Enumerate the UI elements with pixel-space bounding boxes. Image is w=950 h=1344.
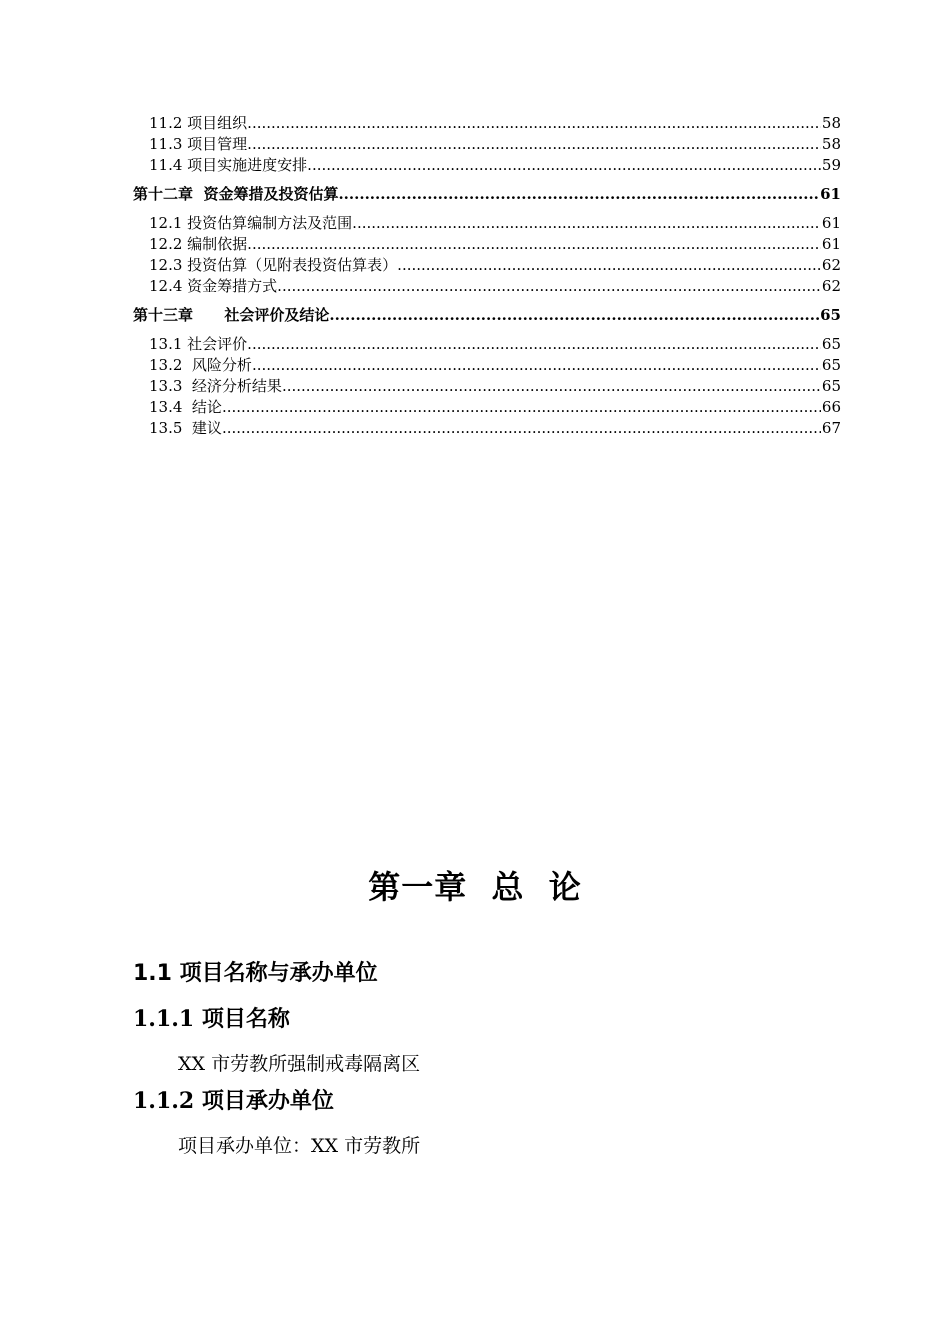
toc-entry[interactable] xyxy=(133,134,841,155)
chapter-title: 第一章 总 论 xyxy=(368,868,582,906)
toc-entry-title: 13.4 结论 xyxy=(149,398,222,416)
toc-dot-leader xyxy=(247,234,821,255)
toc-entry-page: 58 xyxy=(821,135,841,153)
toc-dot-leader xyxy=(307,155,821,176)
toc-dot-leader xyxy=(352,213,821,234)
toc-dot-leader xyxy=(247,113,821,134)
toc-entry[interactable] xyxy=(133,276,841,297)
toc-entry-page: 59 xyxy=(821,156,841,174)
toc-entry-page: 67 xyxy=(821,419,841,437)
toc-entry-page: 65 xyxy=(820,306,841,324)
toc-entry[interactable] xyxy=(133,213,841,234)
toc-dot-leader xyxy=(222,418,821,439)
toc-dot-leader xyxy=(247,334,821,355)
subsection-heading-1-1-1: 1.1.1 项目名称 xyxy=(133,1006,290,1032)
toc-entry-title: 13.3 经济分析结果 xyxy=(149,377,282,395)
subsection-heading-1-1-2: 1.1.2 项目承办单位 xyxy=(133,1088,334,1114)
toc-entry-page: 61 xyxy=(821,214,841,232)
toc-entry[interactable] xyxy=(133,418,841,439)
toc-entry-page: 61 xyxy=(820,185,841,203)
toc-dot-leader xyxy=(397,255,821,276)
toc-entry[interactable] xyxy=(133,155,841,176)
section-heading-1-1: 1.1 项目名称与承办单位 xyxy=(133,961,378,986)
toc-entry[interactable] xyxy=(133,305,841,326)
project-unit-text: 项目承办单位：XX 市劳教所 xyxy=(178,1135,421,1157)
toc-entry-title: 11.4 项目实施进度安排 xyxy=(149,156,308,174)
toc-dot-leader xyxy=(247,134,821,155)
toc-entry-page: 65 xyxy=(821,377,841,395)
toc-entry-page: 62 xyxy=(821,256,841,274)
toc-entry-page: 62 xyxy=(821,277,841,295)
toc-dot-leader xyxy=(338,184,819,205)
toc-entry-title: 12.2 编制依据 xyxy=(149,235,248,253)
toc-entry-title: 第十二章 资金筹措及投资估算 xyxy=(133,185,339,203)
toc-entry-title: 13.1 社会评价 xyxy=(149,335,248,353)
toc-dot-leader xyxy=(277,276,821,297)
project-name-text: XX 市劳教所强制戒毒隔离区 xyxy=(178,1053,421,1075)
toc-entry[interactable] xyxy=(133,334,841,355)
toc-entry-title: 11.3 项目管理 xyxy=(149,135,248,153)
toc-entry[interactable] xyxy=(133,184,841,205)
toc-entry[interactable] xyxy=(133,376,841,397)
toc-entry[interactable] xyxy=(133,255,841,276)
toc-entry-page: 58 xyxy=(821,114,841,132)
toc-entry[interactable] xyxy=(133,234,841,255)
toc-entry[interactable] xyxy=(133,355,841,376)
toc-entry-title: 13.5 建议 xyxy=(149,419,222,437)
toc-entry-title: 12.3 投资估算（见附表投资估算表） xyxy=(149,256,398,274)
toc-dot-leader xyxy=(252,355,821,376)
toc-entry-title: 12.4 资金筹措方式 xyxy=(149,277,278,295)
toc-entry-title: 12.1 投资估算编制方法及范围 xyxy=(149,214,353,232)
toc-entry-title: 第十三章 社会评价及结论 xyxy=(133,306,330,324)
toc-entry[interactable] xyxy=(133,397,841,418)
toc-entry-page: 65 xyxy=(821,335,841,353)
toc-dot-leader xyxy=(282,376,821,397)
toc-dot-leader xyxy=(222,397,821,418)
toc-dot-leader xyxy=(329,305,819,326)
toc-entry-page: 61 xyxy=(821,235,841,253)
toc-entry-title: 13.2 风险分析 xyxy=(149,356,252,374)
table-of-contents xyxy=(133,113,841,439)
toc-entry-title: 11.2 项目组织 xyxy=(149,114,248,132)
toc-entry-page: 66 xyxy=(821,398,841,416)
toc-entry-page: 65 xyxy=(821,356,841,374)
toc-entry[interactable] xyxy=(133,113,841,134)
